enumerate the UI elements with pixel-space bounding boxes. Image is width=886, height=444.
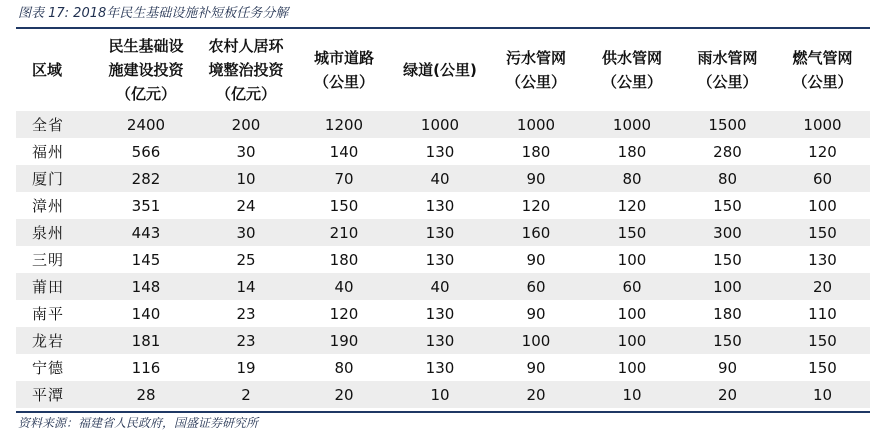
value-cell: 28 xyxy=(96,381,196,408)
column-header-urban-roads xyxy=(296,29,392,111)
value-cell: 300 xyxy=(680,219,775,246)
region-cell: 龙岩 xyxy=(16,327,96,354)
value-cell: 80 xyxy=(584,165,680,192)
value-cell: 60 xyxy=(488,273,584,300)
header-line: （亿元） xyxy=(115,85,176,103)
value-cell: 130 xyxy=(392,138,488,165)
header-line: 境整治投资 xyxy=(208,61,284,79)
value-cell: 130 xyxy=(392,192,488,219)
value-cell: 90 xyxy=(488,165,584,192)
value-cell: 20 xyxy=(680,381,775,408)
value-cell: 10 xyxy=(196,165,296,192)
value-cell: 150 xyxy=(775,219,870,246)
header-line: （亿元） xyxy=(215,85,276,103)
value-cell: 180 xyxy=(584,138,680,165)
value-cell: 80 xyxy=(296,354,392,381)
value-cell: 70 xyxy=(296,165,392,192)
value-cell: 1000 xyxy=(392,111,488,138)
value-cell: 200 xyxy=(196,111,296,138)
header-line: （公里） xyxy=(697,73,758,91)
header-line: （公里） xyxy=(313,73,374,91)
value-cell: 20 xyxy=(775,273,870,300)
value-cell: 90 xyxy=(488,354,584,381)
region-cell: 南平 xyxy=(16,300,96,327)
value-cell: 25 xyxy=(196,246,296,273)
value-cell: 14 xyxy=(196,273,296,300)
value-cell: 181 xyxy=(96,327,196,354)
table-row xyxy=(16,327,870,354)
value-cell: 23 xyxy=(196,300,296,327)
value-cell: 130 xyxy=(392,354,488,381)
value-cell: 100 xyxy=(680,273,775,300)
table-row xyxy=(16,192,870,219)
value-cell: 1000 xyxy=(584,111,680,138)
table-row xyxy=(16,273,870,300)
value-cell: 110 xyxy=(775,300,870,327)
table-row xyxy=(16,111,870,138)
value-cell: 130 xyxy=(392,246,488,273)
value-cell: 190 xyxy=(296,327,392,354)
value-cell: 130 xyxy=(775,246,870,273)
value-cell: 60 xyxy=(775,165,870,192)
column-header-rainwater-network xyxy=(680,29,775,111)
value-cell: 130 xyxy=(392,327,488,354)
table-row xyxy=(16,219,870,246)
header-line: 燃气管网 xyxy=(792,49,853,67)
header-line: 供水管网 xyxy=(601,49,662,67)
value-cell: 120 xyxy=(488,192,584,219)
value-cell: 130 xyxy=(392,300,488,327)
region-cell: 平潭 xyxy=(16,381,96,408)
region-cell: 全省 xyxy=(16,111,96,138)
value-cell: 90 xyxy=(680,354,775,381)
value-cell: 150 xyxy=(680,327,775,354)
value-cell: 120 xyxy=(296,300,392,327)
value-cell: 100 xyxy=(584,327,680,354)
region-cell: 三明 xyxy=(16,246,96,273)
table-row xyxy=(16,300,870,327)
column-header-gas-network xyxy=(775,29,870,111)
header-line: 施建设投资 xyxy=(108,61,184,79)
value-cell: 19 xyxy=(196,354,296,381)
value-cell: 116 xyxy=(96,354,196,381)
value-cell: 10 xyxy=(584,381,680,408)
infrastructure-task-table xyxy=(16,29,870,408)
column-header-water-supply-network xyxy=(584,29,680,111)
header-line: 区域 xyxy=(32,61,63,79)
header-line: （公里） xyxy=(792,73,853,91)
header-line: （公里） xyxy=(505,73,566,91)
region-cell: 宁德 xyxy=(16,354,96,381)
table-row xyxy=(16,165,870,192)
value-cell: 100 xyxy=(584,354,680,381)
value-cell: 150 xyxy=(775,354,870,381)
header-line: 雨水管网 xyxy=(697,49,758,67)
region-cell: 泉州 xyxy=(16,219,96,246)
value-cell: 180 xyxy=(488,138,584,165)
column-header-greenways xyxy=(392,29,488,111)
value-cell: 566 xyxy=(96,138,196,165)
value-cell: 23 xyxy=(196,327,296,354)
value-cell: 40 xyxy=(296,273,392,300)
region-cell: 福州 xyxy=(16,138,96,165)
value-cell: 40 xyxy=(392,165,488,192)
header-line: （公里） xyxy=(601,73,662,91)
figure-title: 图表 17: 2018年民生基础设施补短板任务分解 xyxy=(18,6,289,21)
value-cell: 40 xyxy=(392,273,488,300)
table-row xyxy=(16,354,870,381)
value-cell: 130 xyxy=(392,219,488,246)
value-cell: 100 xyxy=(584,300,680,327)
value-cell: 150 xyxy=(296,192,392,219)
value-cell: 145 xyxy=(96,246,196,273)
region-cell: 莆田 xyxy=(16,273,96,300)
value-cell: 1000 xyxy=(775,111,870,138)
value-cell: 80 xyxy=(680,165,775,192)
value-cell: 160 xyxy=(488,219,584,246)
value-cell: 140 xyxy=(296,138,392,165)
value-cell: 2400 xyxy=(96,111,196,138)
value-cell: 1200 xyxy=(296,111,392,138)
value-cell: 282 xyxy=(96,165,196,192)
region-cell: 厦门 xyxy=(16,165,96,192)
header-line: 污水管网 xyxy=(505,49,566,67)
header-line: 民生基础设 xyxy=(108,37,184,55)
value-cell: 10 xyxy=(392,381,488,408)
value-cell: 210 xyxy=(296,219,392,246)
value-cell: 100 xyxy=(775,192,870,219)
value-cell: 443 xyxy=(96,219,196,246)
value-cell: 148 xyxy=(96,273,196,300)
value-cell: 1000 xyxy=(488,111,584,138)
table-row xyxy=(16,381,870,408)
value-cell: 24 xyxy=(196,192,296,219)
table-row xyxy=(16,246,870,273)
value-cell: 100 xyxy=(584,246,680,273)
value-cell: 30 xyxy=(196,219,296,246)
header-line: 城市道路 xyxy=(313,49,374,67)
value-cell: 180 xyxy=(680,300,775,327)
header-line: 农村人居环 xyxy=(208,37,284,55)
header-row xyxy=(16,29,870,111)
value-cell: 120 xyxy=(775,138,870,165)
value-cell: 150 xyxy=(680,192,775,219)
value-cell: 20 xyxy=(296,381,392,408)
header-line: 绿道(公里) xyxy=(403,61,477,79)
value-cell: 100 xyxy=(488,327,584,354)
column-header-rural-environment-investment xyxy=(196,29,296,111)
column-header-livelihood-investment xyxy=(96,29,196,111)
value-cell: 2 xyxy=(196,381,296,408)
table-row xyxy=(16,138,870,165)
value-cell: 150 xyxy=(680,246,775,273)
value-cell: 90 xyxy=(488,246,584,273)
value-cell: 60 xyxy=(584,273,680,300)
value-cell: 20 xyxy=(488,381,584,408)
value-cell: 351 xyxy=(96,192,196,219)
value-cell: 150 xyxy=(775,327,870,354)
value-cell: 120 xyxy=(584,192,680,219)
value-cell: 1500 xyxy=(680,111,775,138)
column-header-region xyxy=(16,29,96,111)
value-cell: 280 xyxy=(680,138,775,165)
table-body xyxy=(16,111,870,408)
value-cell: 10 xyxy=(775,381,870,408)
value-cell: 30 xyxy=(196,138,296,165)
region-cell: 漳州 xyxy=(16,192,96,219)
value-cell: 90 xyxy=(488,300,584,327)
column-header-sewage-network xyxy=(488,29,584,111)
value-cell: 140 xyxy=(96,300,196,327)
value-cell: 180 xyxy=(296,246,392,273)
source-note: 资料来源：福建省人民政府，国盛证券研究所 xyxy=(18,416,259,430)
value-cell: 150 xyxy=(584,219,680,246)
